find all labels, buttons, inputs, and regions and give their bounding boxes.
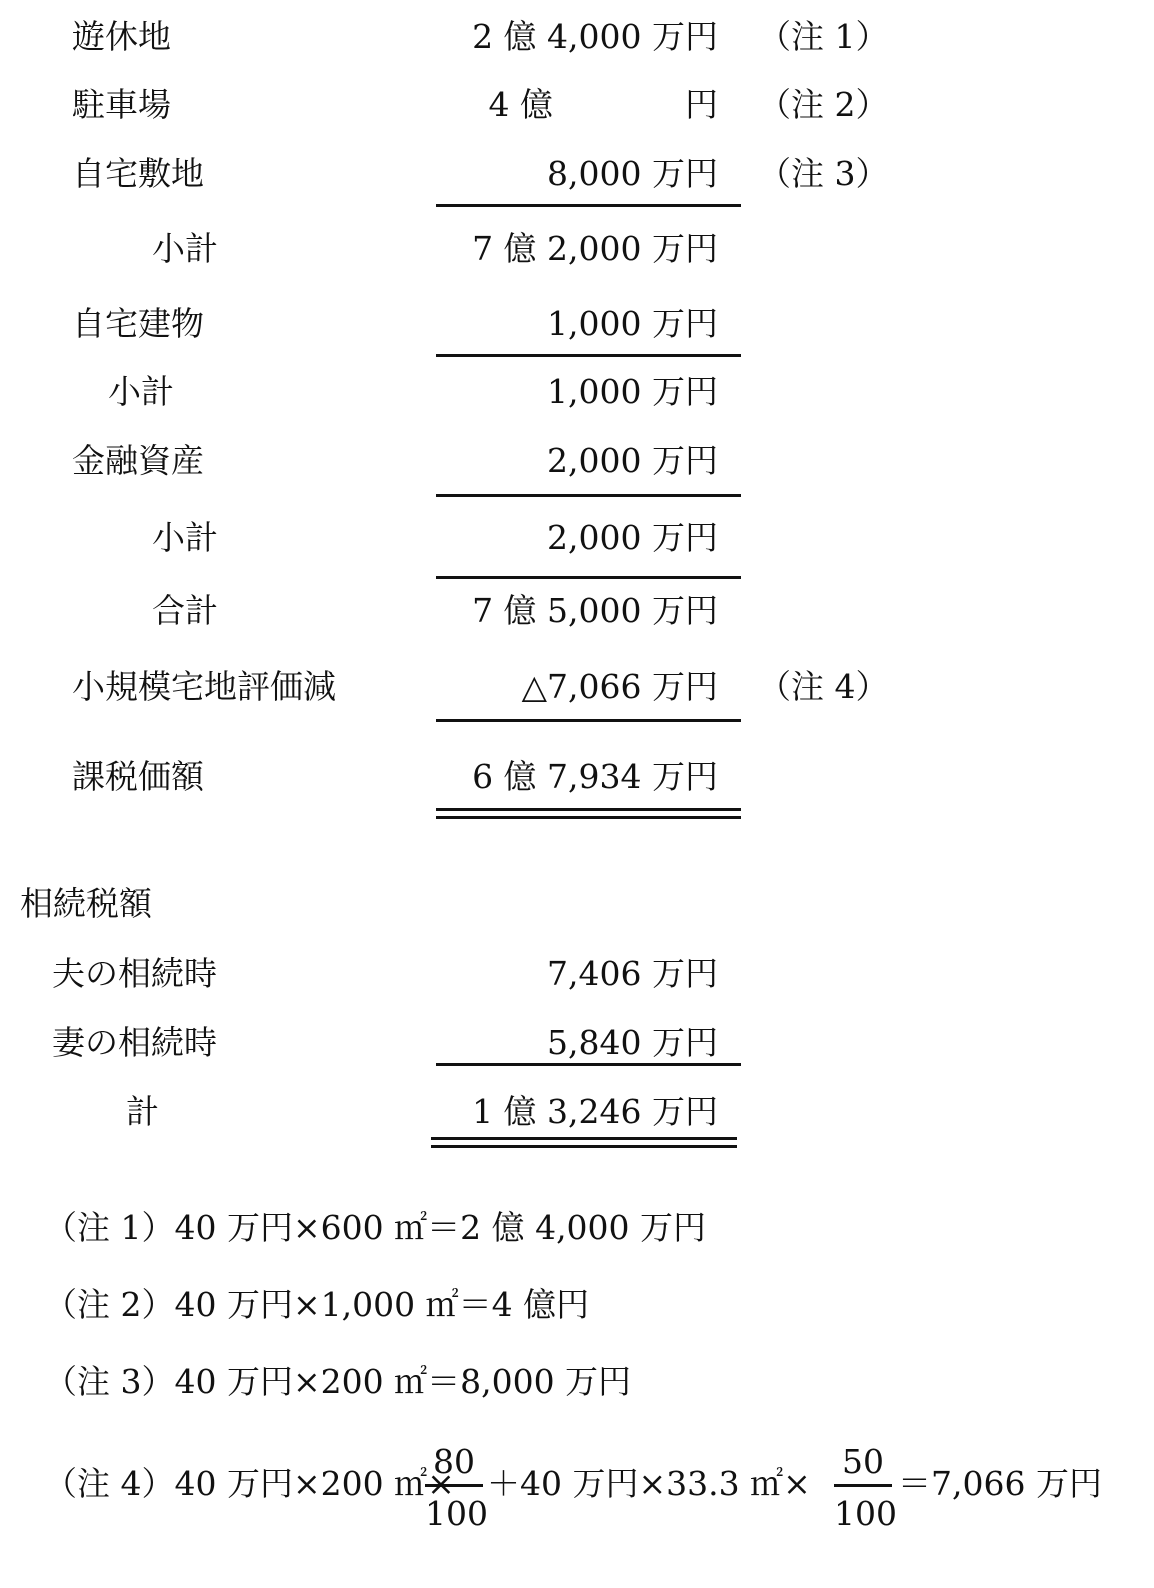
footnote-2: （注 2）40 万円×1,000 ㎡＝4 億円 — [44, 1285, 590, 1324]
fraction-2-denominator: 100 — [834, 1494, 897, 1533]
row-note-1: （注 1） — [758, 17, 889, 56]
row-amount-subtotal-financial: 2,000 万円 — [547, 518, 718, 557]
row-amount-wife-inheritance: 5,840 万円 — [547, 1023, 718, 1062]
sum-rule — [436, 494, 741, 497]
row-label-husband-inheritance: 夫の相続時 — [52, 954, 217, 993]
row-amount-subtotal-land: 7 億 2,000 万円 — [472, 229, 718, 268]
footnote-3: （注 3）40 万円×200 ㎡＝8,000 万円 — [44, 1362, 632, 1401]
sum-rule — [436, 204, 741, 207]
sum-rule — [436, 1063, 741, 1066]
row-label-parking: 駐車場 — [72, 85, 171, 124]
row-amount-husband-inheritance: 7,406 万円 — [547, 954, 718, 993]
row-amount-parking: 4 億 円 — [488, 85, 718, 124]
footnote-4-part2: ＋40 万円×33.3 ㎡× — [487, 1464, 811, 1503]
row-label-financial-assets: 金融資産 — [72, 441, 204, 480]
sum-rule — [436, 719, 741, 722]
fraction-2-numerator: 50 — [842, 1442, 884, 1481]
row-amount-total: 7 億 5,000 万円 — [472, 591, 718, 630]
row-label-wife-inheritance: 妻の相続時 — [52, 1023, 217, 1062]
row-label-home-building: 自宅建物 — [72, 304, 204, 343]
row-label-total: 合計 — [152, 591, 218, 630]
row-label-idle-land: 遊休地 — [72, 17, 171, 56]
row-note-3: （注 3） — [758, 154, 889, 193]
row-note-4: （注 4） — [758, 667, 889, 706]
row-amount-tax-total: 1 億 3,246 万円 — [472, 1092, 718, 1131]
row-label-subtotal-building: 小計 — [108, 372, 174, 411]
footnote-4-part1: （注 4）40 万円×200 ㎡× — [44, 1464, 455, 1503]
row-label-tax-total: 計 — [126, 1092, 159, 1131]
row-amount-financial-assets: 2,000 万円 — [547, 441, 718, 480]
footnote-1: （注 1）40 万円×600 ㎡＝2 億 4,000 万円 — [44, 1208, 707, 1247]
footnote-4-part3: ＝7,066 万円 — [898, 1464, 1102, 1503]
row-amount-taxable-value: 6 億 7,934 万円 — [472, 757, 718, 796]
row-amount-home-site: 8,000 万円 — [547, 154, 718, 193]
fraction-1-bar — [425, 1484, 483, 1487]
row-label-subtotal-financial: 小計 — [152, 518, 218, 557]
fraction-1-denominator: 100 — [425, 1494, 488, 1533]
double-rule — [431, 1137, 737, 1148]
sum-rule — [436, 576, 741, 579]
row-label-small-land-reduction: 小規模宅地評価減 — [72, 667, 336, 706]
sum-rule — [436, 354, 741, 357]
row-label-subtotal-land: 小計 — [152, 229, 218, 268]
row-amount-subtotal-building: 1,000 万円 — [547, 372, 718, 411]
row-note-2: （注 2） — [758, 85, 889, 124]
row-amount-home-building: 1,000 万円 — [547, 304, 718, 343]
row-label-taxable-value: 課税価額 — [72, 757, 204, 796]
fraction-1-numerator: 80 — [433, 1442, 475, 1481]
tax-section-heading: 相続税額 — [20, 884, 152, 923]
row-amount-idle-land: 2 億 4,000 万円 — [472, 17, 718, 56]
double-rule — [436, 808, 741, 819]
row-label-home-site: 自宅敷地 — [72, 154, 204, 193]
row-amount-small-land-reduction: △7,066 万円 — [521, 667, 718, 706]
fraction-2-bar — [834, 1484, 892, 1487]
